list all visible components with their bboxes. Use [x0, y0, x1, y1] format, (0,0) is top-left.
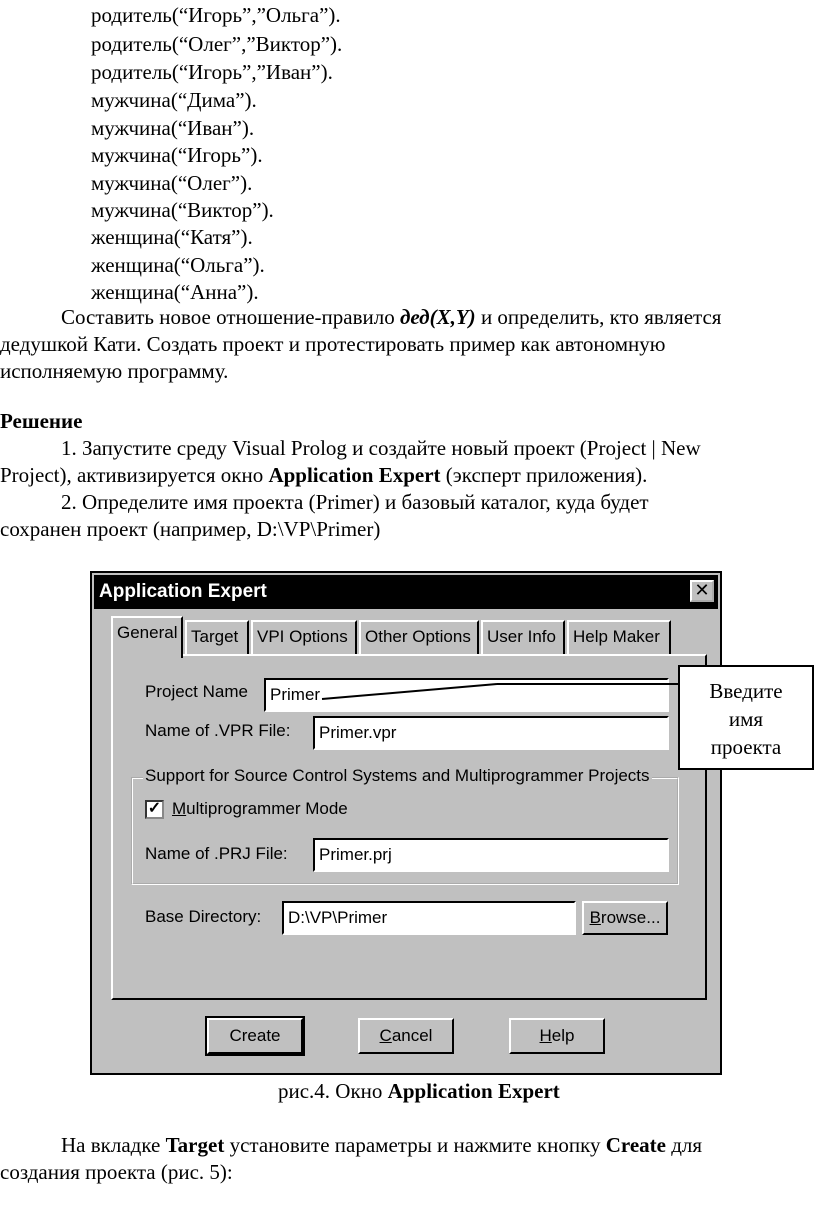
vpr-file-input[interactable]: Primer.vpr	[313, 716, 669, 750]
fact-line: мужчина(“Игорь”).	[91, 143, 263, 167]
callout-line: проекта	[710, 735, 782, 759]
help-button[interactable]: Help	[509, 1018, 605, 1054]
figure-caption: рис.4. Окно Application Expert	[278, 1079, 560, 1103]
solution-heading: Решение	[0, 409, 83, 433]
base-directory-label: Base Directory:	[145, 907, 262, 926]
tab-user-info[interactable]: User Info	[481, 620, 565, 654]
fact-line: женщина(“Катя”).	[91, 225, 253, 249]
fact-line: мужчина(“Виктор”).	[91, 198, 274, 222]
after-line-1: На вкладке Target установите параметры и нажмите кнопку Create для	[61, 1133, 703, 1157]
fact-line: мужчина(“Олег”).	[91, 171, 253, 195]
source-control-group-label: Support for Source Control Systems and Multiprogrammer Projects	[145, 766, 650, 785]
project-name-label: Project Name	[145, 682, 248, 701]
browse-button[interactable]: Browse...	[582, 901, 668, 935]
tab-help-maker[interactable]: Help Maker	[567, 620, 671, 654]
fact-line: мужчина(“Дима”).	[91, 88, 257, 112]
prj-file-label: Name of .PRJ File:	[145, 844, 288, 863]
after-line-2: создания проекта (рис. 5):	[0, 1160, 233, 1184]
task-line-3: исполняемую программу.	[0, 359, 229, 383]
multiprogrammer-checkbox[interactable]: ✓	[145, 800, 164, 819]
prj-file-input[interactable]: Primer.prj	[313, 838, 669, 872]
fact-line: мужчина(“Иван”).	[91, 116, 255, 140]
step-1-line-2: Project), активизируется окно Application Expert (эксперт приложения).	[0, 463, 648, 487]
step-2-line-2: сохранен проект (например, D:\VP\Primer)	[0, 517, 381, 541]
fact-line: родитель(“Игорь”,”Ольга”).	[91, 3, 341, 27]
tab-general[interactable]: General	[111, 616, 183, 658]
fact-line: родитель(“Олег”,”Виктор”).	[91, 32, 343, 56]
cancel-button[interactable]: Cancel	[358, 1018, 454, 1054]
multiprogrammer-label[interactable]: Multiprogrammer Mode	[172, 799, 348, 818]
task-line-1: Составить новое отношение-правило дед(X,Y) и определить, кто является	[61, 305, 722, 329]
fact-line: женщина(“Ольга”).	[91, 253, 265, 277]
dialog-titlebar	[94, 575, 718, 609]
vpr-file-label: Name of .VPR File:	[145, 721, 291, 740]
step-1-line-1: 1. Запустите среду Visual Prolog и создайте новый проект (Project | New	[61, 436, 701, 460]
tab-target[interactable]: Target	[185, 620, 249, 654]
callout-line: Введите	[709, 679, 783, 703]
callout-line: имя	[728, 707, 764, 731]
tab-other-options[interactable]: Other Options	[359, 620, 479, 654]
tab-vpi-options[interactable]: VPI Options	[251, 620, 357, 654]
dialog-title: Application Expert	[99, 581, 267, 602]
callout-box	[678, 665, 814, 770]
close-icon[interactable]: ✕	[690, 580, 714, 602]
fact-line: женщина(“Анна”).	[91, 280, 259, 304]
project-name-input[interactable]: Primer	[264, 678, 669, 712]
fact-line: родитель(“Игорь”,”Иван”).	[91, 60, 333, 84]
task-line-2: дедушкой Кати. Создать проект и протестировать пример как автономную	[0, 332, 666, 356]
base-directory-input[interactable]: D:\VP\Primer	[282, 901, 576, 935]
step-2-line-1: 2. Определите имя проекта (Primer) и базовый каталог, куда будет	[61, 490, 649, 514]
create-button[interactable]: Create	[207, 1018, 303, 1054]
